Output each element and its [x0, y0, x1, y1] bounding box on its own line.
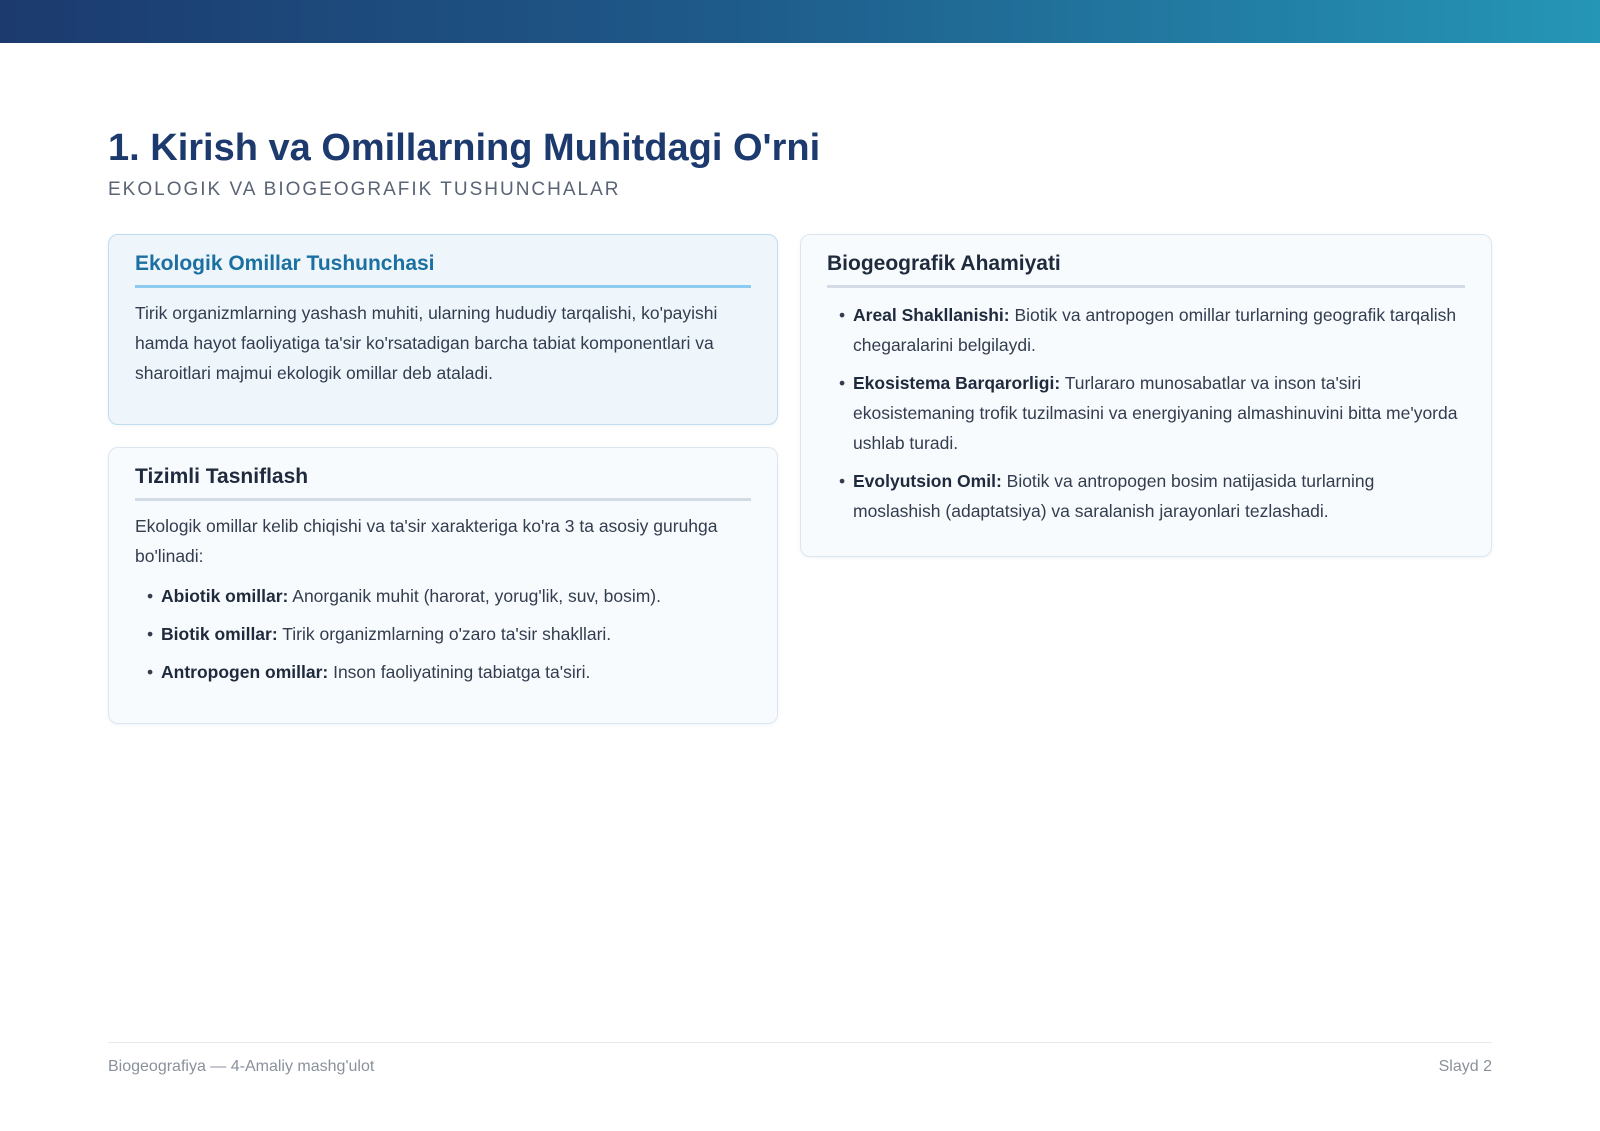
item-desc: Inson faoliyatining tabiatga ta'siri.	[328, 662, 591, 682]
card-intro: Ekologik omillar kelib chiqishi va ta'sir xarakteriga ko'ra 3 ta asosiy guruhga bo'linadi:	[135, 516, 718, 566]
card-text: Tirik organizmlarning yashash muhiti, ularning hududiy tarqalishi, ko'payishi hamda hayot faoliyatiga ta'sir ko'rsatadigan barcha tabiat komponentlari va sharoitlari majmui ekologik omillar deb ataladi.	[135, 303, 718, 383]
item-desc: Turlararo munosabatlar va inson ta'siri ekosistemaning trofik tuzilmasini va energiyaning almashinuvini bitta me'yorda ushlab turadi.	[853, 373, 1458, 453]
list-item	[135, 581, 751, 611]
item-desc: Anorganik muhit (harorat, yorug'lik, suv, bosim).	[288, 586, 661, 606]
list-item	[827, 368, 1465, 458]
top-gradient-bar	[0, 0, 1600, 43]
bullet-icon: •	[839, 373, 846, 393]
footer-course-label: Biogeografiya — 4-Amaliy mashg'ulot	[108, 1058, 375, 1075]
significance-list	[827, 300, 1465, 526]
slide-header	[108, 124, 1492, 202]
list-item	[135, 619, 751, 649]
item-desc: Tirik organizmlarning o'zaro ta'sir shakllari.	[277, 624, 612, 644]
bullet-icon: •	[839, 471, 846, 491]
item-term: Evolyutsion Omil:	[853, 471, 1002, 491]
item-term: Ekosistema Barqarorligi:	[853, 373, 1061, 393]
item-term: Areal Shakllanishi:	[853, 305, 1010, 325]
card-heading: Biogeografik Ahamiyati	[827, 249, 1465, 288]
slide-subtitle: EKOLOGIK VA BIOGEOGRAFIK TUSHUNCHALAR	[108, 179, 621, 200]
item-term: Biotik omillar:	[161, 624, 278, 644]
item-desc: Biotik va antropogen bosim natijasida turlarning moslashish (adaptatsiya) va saralanish jarayonlari tezlashadi.	[853, 471, 1375, 521]
list-item	[135, 657, 751, 687]
slide-title: 1. Kirish va Omillarning Muhitdagi O'rni	[108, 127, 821, 169]
card-biogeografik-ahamiyati	[800, 234, 1492, 557]
list-item	[827, 300, 1465, 360]
footer-divider	[108, 1042, 1492, 1043]
bullet-icon: •	[147, 662, 154, 682]
item-desc: Biotik va antropogen omillar turlarning geografik tarqalish chegaralarini belgilaydi.	[853, 305, 1457, 355]
card-ekologik-omillar	[108, 234, 778, 425]
item-term: Abiotik omillar:	[161, 586, 289, 606]
bullet-icon: •	[147, 586, 154, 606]
bullet-icon: •	[147, 624, 154, 644]
card-tizimli-tasniflash	[108, 447, 778, 724]
bullet-icon: •	[839, 305, 846, 325]
card-heading: Tizimli Tasniflash	[135, 462, 751, 501]
card-heading: Ekologik Omillar Tushunchasi	[135, 249, 751, 288]
footer-slide-number: Slayd 2	[1438, 1058, 1492, 1075]
list-item	[827, 466, 1465, 526]
item-term: Antropogen omillar:	[161, 662, 329, 682]
factor-list	[135, 581, 751, 687]
